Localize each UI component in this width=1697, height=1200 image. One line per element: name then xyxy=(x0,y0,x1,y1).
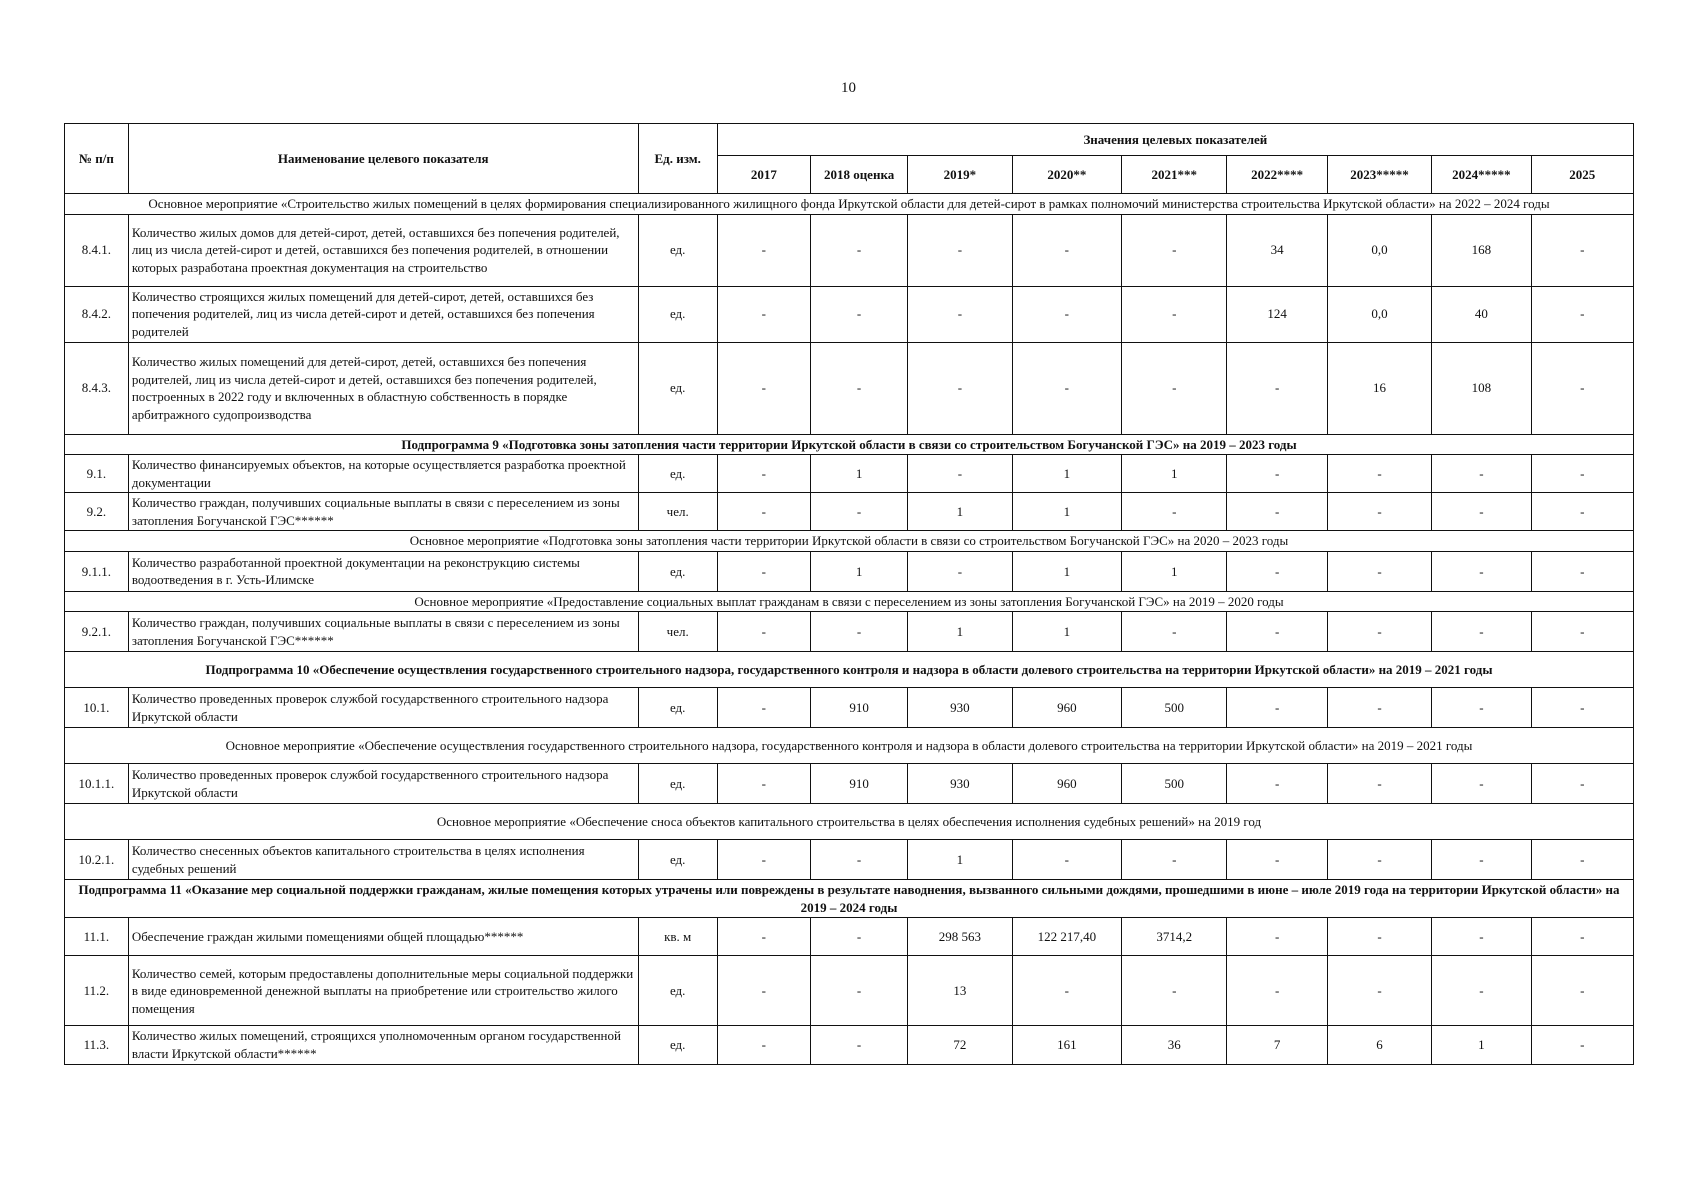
indicator-value: 1 xyxy=(1012,455,1121,493)
indicator-name: Количество граждан, получивших социальные выплаты в связи с переселением из зоны затопления Богучанской ГЭС****** xyxy=(128,493,638,531)
row-number: 10.1.1. xyxy=(65,764,129,804)
indicator-name: Количество граждан, получивших социальные выплаты в связи с переселением из зоны затопления Богучанской ГЭС****** xyxy=(128,612,638,652)
row-number: 11.3. xyxy=(65,1026,129,1064)
row-number: 9.2. xyxy=(65,493,129,531)
subprogram-title: Подпрограмма 9 «Подготовка зоны затопления части территории Иркутской области в связи со строительством Богучанской ГЭС» на 2019 – 2023 годы xyxy=(65,434,1634,455)
unit-of-measure: ед. xyxy=(638,286,717,342)
indicator-value: - xyxy=(1327,688,1431,728)
header-year: 2018 оценка xyxy=(810,156,907,194)
unit-of-measure: чел. xyxy=(638,493,717,531)
section-row xyxy=(65,728,1634,764)
indicator-value: 6 xyxy=(1327,1026,1431,1064)
indicator-value: - xyxy=(1122,612,1227,652)
indicator-value: - xyxy=(1012,286,1121,342)
indicator-value: - xyxy=(717,455,810,493)
activity-title: Основное мероприятие «Подготовка зоны затопления части территории Иркутской области в связи со строительством Богучанской ГЭС» на 2020 – 2023 годы xyxy=(65,531,1634,552)
indicator-value: - xyxy=(717,286,810,342)
table-row xyxy=(65,840,1634,880)
indicator-value: - xyxy=(1531,455,1633,493)
indicator-value: - xyxy=(1531,918,1633,956)
section-row xyxy=(65,531,1634,552)
indicator-name: Количество жилых помещений для детей-сирот, детей, оставшихся без попечения родителей, лиц из числа детей-сирот и детей, оставшихся без попечения родителей, построенных в 2022 году и включенных в областную собственность в порядке арбитражного судопроизводства xyxy=(128,342,638,434)
indicator-value: - xyxy=(1531,840,1633,880)
unit-of-measure: ед. xyxy=(638,214,717,286)
indicator-value: 0,0 xyxy=(1327,286,1431,342)
indicator-value: - xyxy=(1432,956,1531,1026)
table-row xyxy=(65,551,1634,591)
indicator-value: - xyxy=(717,551,810,591)
indicator-value: - xyxy=(1327,956,1431,1026)
unit-of-measure: ед. xyxy=(638,551,717,591)
indicator-value: - xyxy=(810,840,907,880)
indicator-value: 40 xyxy=(1432,286,1531,342)
row-number: 9.1. xyxy=(65,455,129,493)
table-row xyxy=(65,286,1634,342)
subprogram-title: Подпрограмма 10 «Обеспечение осуществления государственного строительного надзора, государственного контроля и надзора в области долевого строительства на территории Иркутской области» на 2019 – 2021 годы xyxy=(65,652,1634,688)
indicator-value: 910 xyxy=(810,688,907,728)
activity-title: Основное мероприятие «Обеспечение сноса объектов капитального строительства в целях обеспечения исполнения судебных решений» на 2019 год xyxy=(65,804,1634,840)
row-number: 11.2. xyxy=(65,956,129,1026)
unit-of-measure: ед. xyxy=(638,1026,717,1064)
indicator-value: - xyxy=(1432,455,1531,493)
indicator-value: 36 xyxy=(1122,1026,1227,1064)
indicator-value: - xyxy=(717,918,810,956)
indicator-value: - xyxy=(1432,840,1531,880)
table-row xyxy=(65,342,1634,434)
indicator-value: - xyxy=(1531,1026,1633,1064)
table-row xyxy=(65,918,1634,956)
unit-of-measure: ед. xyxy=(638,956,717,1026)
indicator-value: - xyxy=(717,493,810,531)
indicator-value: 1 xyxy=(1012,612,1121,652)
header-values-group: Значения целевых показателей xyxy=(717,124,1633,156)
indicator-value: - xyxy=(717,214,810,286)
indicator-value: - xyxy=(810,1026,907,1064)
table-body xyxy=(65,194,1634,1065)
indicator-value: - xyxy=(810,918,907,956)
row-number: 8.4.3. xyxy=(65,342,129,434)
header-num: № п/п xyxy=(65,124,129,194)
page-number: 10 xyxy=(841,80,856,96)
table-row xyxy=(65,956,1634,1026)
indicator-name: Количество строящихся жилых помещений для детей-сирот, детей, оставшихся без попечения родителей, лиц из числа детей-сирот и детей, оставшихся без попечения родителей xyxy=(128,286,638,342)
indicator-value: - xyxy=(1432,688,1531,728)
indicator-value: 34 xyxy=(1227,214,1327,286)
indicator-value: - xyxy=(1531,493,1633,531)
indicator-value: - xyxy=(1227,840,1327,880)
header-year: 2020** xyxy=(1012,156,1121,194)
header-name: Наименование целевого показателя xyxy=(128,124,638,194)
header-year: 2019* xyxy=(908,156,1012,194)
indicator-value: - xyxy=(717,612,810,652)
indicator-value: - xyxy=(717,1026,810,1064)
indicator-value: - xyxy=(810,286,907,342)
row-number: 9.1.1. xyxy=(65,551,129,591)
indicator-value: - xyxy=(1327,764,1431,804)
indicator-value: - xyxy=(1327,612,1431,652)
indicator-value: 161 xyxy=(1012,1026,1121,1064)
table-row xyxy=(65,214,1634,286)
table-row xyxy=(65,1026,1634,1064)
indicator-value: - xyxy=(1432,918,1531,956)
unit-of-measure: кв. м xyxy=(638,918,717,956)
indicator-value: - xyxy=(908,286,1012,342)
table-row xyxy=(65,688,1634,728)
indicator-value: - xyxy=(908,455,1012,493)
indicator-value: 108 xyxy=(1432,342,1531,434)
indicator-value: - xyxy=(1227,688,1327,728)
indicator-value: - xyxy=(717,764,810,804)
indicator-value: - xyxy=(1012,214,1121,286)
unit-of-measure: ед. xyxy=(638,840,717,880)
indicator-value: - xyxy=(1327,455,1431,493)
indicator-value: 168 xyxy=(1432,214,1531,286)
activity-title: Основное мероприятие «Строительство жилых помещений в целях формирования специализированного жилищного фонда Иркутской области для детей-сирот в рамках полномочий министерства строительства Иркутской области» на 2022 – 2024 годы xyxy=(65,194,1634,215)
indicator-value: 1 xyxy=(1122,455,1227,493)
target-indicators-table xyxy=(64,123,1634,1065)
table-row xyxy=(65,493,1634,531)
unit-of-measure: чел. xyxy=(638,612,717,652)
indicator-value: - xyxy=(908,551,1012,591)
header-year: 2022**** xyxy=(1227,156,1327,194)
unit-of-measure: ед. xyxy=(638,688,717,728)
row-number: 10.1. xyxy=(65,688,129,728)
indicator-value: 910 xyxy=(810,764,907,804)
indicator-value: - xyxy=(717,840,810,880)
header-year: 2021*** xyxy=(1122,156,1227,194)
indicator-value: 122 217,40 xyxy=(1012,918,1121,956)
indicator-value: 1 xyxy=(1012,551,1121,591)
section-row xyxy=(65,880,1634,918)
indicator-value: - xyxy=(1122,214,1227,286)
indicator-value: - xyxy=(1227,764,1327,804)
section-row xyxy=(65,194,1634,215)
unit-of-measure: ед. xyxy=(638,764,717,804)
indicator-value: 3714,2 xyxy=(1122,918,1227,956)
indicator-value: - xyxy=(1327,840,1431,880)
indicator-value: 500 xyxy=(1122,764,1227,804)
row-number: 9.2.1. xyxy=(65,612,129,652)
table-row xyxy=(65,764,1634,804)
indicator-value: - xyxy=(1531,764,1633,804)
indicator-value: 13 xyxy=(908,956,1012,1026)
indicator-value: - xyxy=(1432,764,1531,804)
indicator-value: - xyxy=(1531,956,1633,1026)
indicator-value: - xyxy=(1531,551,1633,591)
indicator-name: Количество жилых домов для детей-сирот, детей, оставшихся без попечения родителей, лиц из числа детей-сирот и детей, оставшихся без попечения родителей, в отношении которых разработана проектная документация на строительство xyxy=(128,214,638,286)
indicator-value: - xyxy=(1227,956,1327,1026)
indicator-name: Количество проведенных проверок службой государственного строительного надзора Иркутской области xyxy=(128,688,638,728)
indicator-value: 1 xyxy=(908,840,1012,880)
indicator-value: - xyxy=(908,214,1012,286)
indicator-value: - xyxy=(1432,493,1531,531)
indicator-value: 7 xyxy=(1227,1026,1327,1064)
indicator-value: 1 xyxy=(1122,551,1227,591)
indicator-value: 930 xyxy=(908,688,1012,728)
indicator-value: 500 xyxy=(1122,688,1227,728)
indicator-value: - xyxy=(1227,918,1327,956)
section-row xyxy=(65,591,1634,612)
indicator-value: 960 xyxy=(1012,764,1121,804)
section-row xyxy=(65,652,1634,688)
indicator-value: - xyxy=(1432,612,1531,652)
indicator-value: - xyxy=(1122,956,1227,1026)
indicator-name: Количество снесенных объектов капитального строительства в целях исполнения судебных решений xyxy=(128,840,638,880)
indicator-value: - xyxy=(1012,840,1121,880)
indicator-name: Количество проведенных проверок службой государственного строительного надзора Иркутской области xyxy=(128,764,638,804)
indicator-value: 1 xyxy=(1432,1026,1531,1064)
section-row xyxy=(65,434,1634,455)
header-unit: Ед. изм. xyxy=(638,124,717,194)
section-row xyxy=(65,804,1634,840)
indicator-value: - xyxy=(1531,612,1633,652)
indicator-value: 1 xyxy=(908,493,1012,531)
unit-of-measure: ед. xyxy=(638,455,717,493)
indicator-value: 930 xyxy=(908,764,1012,804)
row-number: 10.2.1. xyxy=(65,840,129,880)
indicator-value: 298 563 xyxy=(908,918,1012,956)
indicator-value: - xyxy=(1432,551,1531,591)
indicator-value: - xyxy=(1531,214,1633,286)
subprogram-title: Подпрограмма 11 «Оказание мер социальной поддержки гражданам, жилые помещения которых утрачены или повреждены в результате наводнения, вызванного сильными дождями, прошедшими в июне – июле 2019 года на территории Иркутской области» на 2019 – 2024 годы xyxy=(65,880,1634,918)
indicator-value: - xyxy=(1012,956,1121,1026)
indicator-value: - xyxy=(1012,342,1121,434)
indicator-name: Обеспечение граждан жилыми помещениями общей площадью****** xyxy=(128,918,638,956)
indicator-value: 1 xyxy=(908,612,1012,652)
row-number: 8.4.2. xyxy=(65,286,129,342)
indicator-value: 960 xyxy=(1012,688,1121,728)
indicator-value: 1 xyxy=(810,551,907,591)
indicator-value: - xyxy=(1227,493,1327,531)
indicator-value: - xyxy=(1531,342,1633,434)
indicator-value: - xyxy=(717,688,810,728)
indicator-value: - xyxy=(1122,342,1227,434)
table-row xyxy=(65,455,1634,493)
unit-of-measure: ед. xyxy=(638,342,717,434)
indicator-name: Количество семей, которым предоставлены дополнительные меры социальной поддержки в виде единовременной денежной выплаты на приобретение или строительство жилого помещения xyxy=(128,956,638,1026)
indicator-value: - xyxy=(1122,840,1227,880)
indicator-name: Количество жилых помещений, строящихся уполномоченным органом государственной власти Иркутской области****** xyxy=(128,1026,638,1064)
indicator-value: - xyxy=(1327,551,1431,591)
indicator-value: - xyxy=(1122,493,1227,531)
activity-title: Основное мероприятие «Предоставление социальных выплат гражданам в связи с переселением из зоны затопления Богучанской ГЭС» на 2019 – 2020 годы xyxy=(65,591,1634,612)
indicator-value: 1 xyxy=(1012,493,1121,531)
indicator-value: 0,0 xyxy=(1327,214,1431,286)
activity-title: Основное мероприятие «Обеспечение осуществления государственного строительного надзора, государственного контроля и надзора в области долевого строительства на территории Иркутской области» на 2019 – 2021 годы xyxy=(65,728,1634,764)
indicator-name: Количество финансируемых объектов, на которые осуществляется разработка проектной документации xyxy=(128,455,638,493)
header-year: 2024***** xyxy=(1432,156,1531,194)
table-row xyxy=(65,612,1634,652)
header-year: 2017 xyxy=(717,156,810,194)
indicator-name: Количество разработанной проектной документации на реконструкцию системы водоотведения в г. Усть-Илимске xyxy=(128,551,638,591)
indicator-value: - xyxy=(1327,493,1431,531)
indicator-value: 124 xyxy=(1227,286,1327,342)
indicator-value: - xyxy=(810,493,907,531)
indicator-value: - xyxy=(717,342,810,434)
indicator-value: - xyxy=(1531,286,1633,342)
indicator-value: - xyxy=(1227,342,1327,434)
indicator-value: - xyxy=(1227,455,1327,493)
indicator-value: - xyxy=(717,956,810,1026)
indicator-value: - xyxy=(1122,286,1227,342)
indicator-value: - xyxy=(908,342,1012,434)
indicator-value: 1 xyxy=(810,455,907,493)
indicator-value: - xyxy=(810,342,907,434)
indicator-value: - xyxy=(1227,551,1327,591)
indicator-value: - xyxy=(810,214,907,286)
indicator-value: 72 xyxy=(908,1026,1012,1064)
row-number: 11.1. xyxy=(65,918,129,956)
header-year: 2025 xyxy=(1531,156,1633,194)
indicator-value: - xyxy=(810,612,907,652)
indicator-value: - xyxy=(1227,612,1327,652)
indicator-value: - xyxy=(1531,688,1633,728)
indicator-value: - xyxy=(1327,918,1431,956)
indicator-value: - xyxy=(810,956,907,1026)
header-year: 2023***** xyxy=(1327,156,1431,194)
row-number: 8.4.1. xyxy=(65,214,129,286)
indicator-value: 16 xyxy=(1327,342,1431,434)
